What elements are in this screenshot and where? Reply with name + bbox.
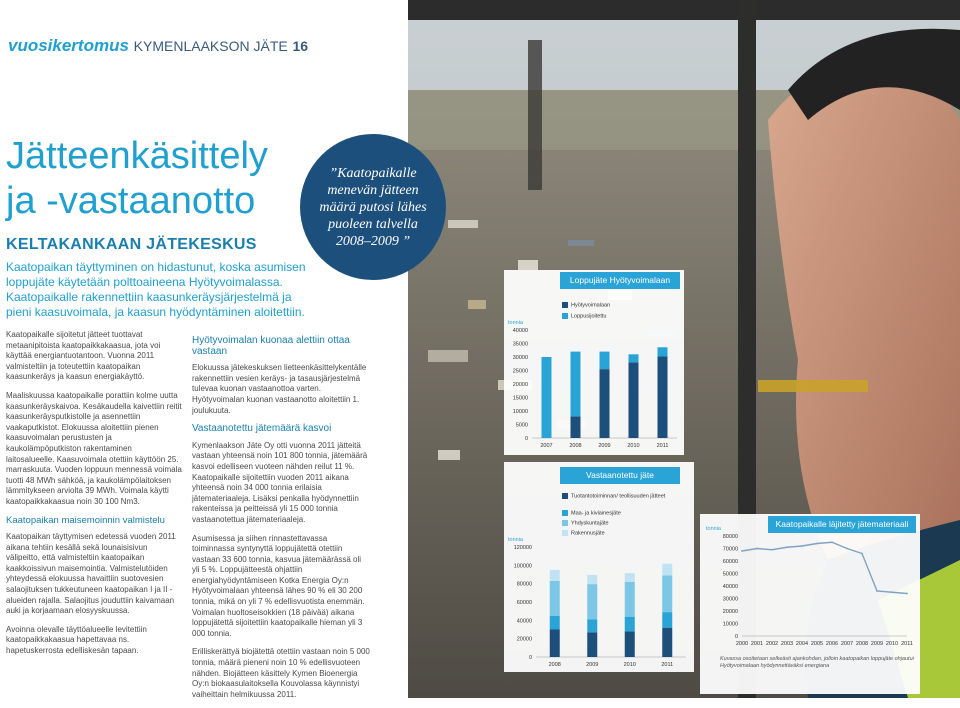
- y-axis-unit: tonnia: [508, 320, 523, 326]
- x-tick-label: 2011: [661, 662, 674, 668]
- bar-segment: [571, 352, 581, 417]
- y-tick-label: 100000: [513, 563, 532, 570]
- bar-segment: [587, 619, 597, 632]
- bar-segment: [662, 612, 672, 628]
- y-tick-label: 20000: [516, 636, 532, 643]
- data-point: [846, 548, 848, 550]
- bar-segment: [587, 575, 597, 584]
- x-tick-label: 2011: [901, 641, 913, 647]
- title-line-1: Jätteenkäsittely: [6, 135, 268, 177]
- paragraph: Avoinna olevalle täyttöalueelle levitettiin kaatopaikkakaasua hapettavaa ns. hapetuskerrosta edelliskesän tapaan.: [6, 624, 147, 656]
- x-tick-label: 2008: [569, 443, 582, 449]
- y-tick-label: 10000: [512, 409, 528, 415]
- pull-quote: ”Kaatopaikalle menevän jätteen määrä putosi lähes puoleen talvella 2008–2009 ”: [300, 134, 446, 280]
- y-tick-label: 35000: [512, 341, 528, 348]
- bar-segment: [550, 570, 560, 581]
- paragraph: Kaatopaikalle sijoitetut jätteet tuottavat metaanipitoista kaatopaikkakaasua, jota voi käyttää energiantuotantoon. Vuonna 2011 valmisteltiin ja toteutettiin kaatopaikan kaasunkeräys ja kaasun energiakäyttö.: [6, 330, 161, 382]
- x-tick-label: 2006: [825, 641, 839, 647]
- series-line: [742, 542, 907, 593]
- data-point: [786, 546, 788, 548]
- data-point: [801, 545, 803, 547]
- x-tick-label: 2002: [765, 641, 779, 647]
- y-tick-label: 60000: [516, 600, 532, 606]
- x-tick-label: 2011: [656, 443, 669, 449]
- data-point: [816, 543, 818, 545]
- data-point: [756, 548, 758, 550]
- bar-segment: [662, 575, 672, 612]
- x-tick-label: 2001: [750, 641, 764, 647]
- y-tick-label: 0: [734, 634, 738, 640]
- text-column-2: [192, 330, 370, 708]
- legend-item: [562, 520, 609, 526]
- company-name: KYMENLAAKSON JÄTE: [133, 38, 288, 54]
- bar-segment: [629, 354, 639, 362]
- chart-3-title: Kaatopaikalle läjitetty jätemateriaali: [768, 516, 916, 533]
- x-tick-label: 2008: [855, 641, 869, 647]
- y-tick-label: 50000: [722, 571, 738, 578]
- section-heading: Hyötyvoimalan kuonaa alettiin ottaa vastaan: [192, 335, 350, 357]
- y-tick-label: 25000: [512, 368, 528, 375]
- y-tick-label: 20000: [512, 382, 528, 388]
- y-tick-label: 0: [524, 436, 528, 442]
- data-point: [861, 553, 863, 555]
- y-tick-label: 80000: [722, 534, 738, 540]
- data-point: [741, 550, 743, 552]
- x-tick-label: 2009: [870, 641, 884, 647]
- bar-segment: [662, 628, 672, 657]
- data-point: [771, 549, 773, 551]
- bar-segment: [600, 369, 610, 438]
- paragraph: Elokuussa jätekeskuksen lietteenkäsittelykentälle rakennettiin vesien keräys- ja tasausjärjestelmä tulevaa kuonan vastaanottoa varten. Hyötyvoimalan kuonan vastaanotto aloitettiin 1. joulukuuta.: [192, 363, 367, 415]
- legend-item: [562, 302, 610, 308]
- bar-segment: [587, 632, 597, 657]
- y-tick-label: 15000: [512, 395, 528, 402]
- title-line-2: ja -vastaanotto: [6, 180, 256, 222]
- y-axis-unit: tonnia: [706, 526, 721, 532]
- data-point: [831, 541, 833, 543]
- x-tick-label: 2010: [627, 443, 640, 449]
- bar-segment: [629, 362, 639, 438]
- bar-segment: [600, 352, 610, 370]
- text-column-1: [6, 330, 182, 665]
- page-number: 16: [292, 38, 309, 54]
- chart-caption: Kuvassa osoitetaan selkeästi ajankohdan, jolloin kaatopaikan loppujäte ohjautui Hyötyvoimalaan hyödynnettäväksi energiana: [720, 656, 914, 669]
- lead-paragraph: Kaatopaikan täyttyminen on hidastunut, koska asumisen loppujäte käytetään polttoaineena Hyötyvoimalassa. Kaatopaikalle rakennettiin kaasunkeräysjärjestelmä ja pieni kaasuvoimala, ja kaasun hyödyntäminen aloitettiin.: [6, 260, 306, 319]
- x-tick-label: 2010: [623, 662, 636, 668]
- y-tick-label: 80000: [516, 581, 532, 588]
- legend-label: Yhdyskuntajäte: [571, 520, 609, 527]
- y-tick-label: 30000: [512, 355, 528, 361]
- bar-segment: [625, 631, 635, 657]
- chart-1-title: Loppujäte Hyötyvoimalaan: [560, 272, 680, 289]
- x-tick-label: 2003: [780, 641, 794, 647]
- data-point: [891, 591, 893, 593]
- publication-name: vuosikertomus: [8, 36, 129, 55]
- bar-segment: [587, 584, 597, 619]
- paragraph: Kymenlaakson Jäte Oy otti vuonna 2011 jätteitä vastaan yhteensä noin 101 800 tonnia, jätemäärä kasvoi edelliseen vuoteen nähden reilut 11 %. Kaatopaikalle sijoitettiin vuoden 2011 aikana yhteensä noin 34 000 tonnia erilaisia jätemateriaaleja. Lisäksi penkalla hyödynnettiin rakenteissa ja peitteissä yli 15 000 tonnia vastaanotettua jätemateriaaleja.: [192, 440, 368, 524]
- legend-swatch: [562, 520, 568, 526]
- x-tick-label: 2007: [540, 443, 553, 449]
- bar-segment: [550, 581, 560, 616]
- y-tick-label: 70000: [722, 546, 738, 553]
- y-axis-unit: tonnia: [508, 537, 523, 543]
- x-tick-label: 2007: [840, 641, 854, 647]
- bar-segment: [625, 573, 635, 582]
- legend-label: Maa- ja kiviainesjäte: [571, 510, 621, 517]
- x-tick-label: 2004: [795, 641, 809, 647]
- section-heading: Kaatopaikan maisemoinnin valmistelu: [6, 514, 165, 526]
- legend-label: Rakennusjäte: [571, 530, 605, 537]
- x-tick-label: 2009: [586, 662, 599, 668]
- legend-label: Loppusijoitettu: [571, 313, 607, 320]
- legend-swatch: [562, 493, 568, 499]
- legend-label: Tuotantotoiminnan/ teollisuuden jätteet: [571, 493, 666, 500]
- y-tick-label: 30000: [722, 596, 738, 603]
- chart-3-svg: [702, 524, 918, 652]
- y-tick-label: 40000: [516, 618, 532, 625]
- y-tick-label: 5000: [515, 422, 528, 429]
- legend-item: [562, 493, 665, 499]
- data-point: [876, 590, 878, 592]
- section-subtitle: KELTAKANKAAN JÄTEKESKUS: [6, 236, 257, 253]
- x-tick-label: 2008: [548, 662, 561, 668]
- paragraph: Erilliskerättyä biojätettä otettiin vastaan noin 5 000 tonnia, määrä pieneni noin 10 % edellisvuoteen nähden. Biojätteen käsittely Kymen Bioenergia Oy:n biokaasulaitoksella Kouvolassa käynnistyi vaiheittain helmikuussa 2011.: [192, 647, 370, 699]
- data-point: [906, 593, 908, 595]
- x-tick-label: 2010: [885, 641, 899, 647]
- section-heading: Vastaanotettu jätemäärä kasvoi: [192, 423, 332, 435]
- legend-label: Hyötyvoimalaan: [571, 302, 611, 309]
- chart-2-title: Vastaanotettu jäte: [560, 467, 680, 484]
- legend-item: [562, 510, 621, 516]
- paragraph: Kaatopaikan täyttymisen edetessä vuoden 2011 aikana tehtiin kesällä sekä lounaisisivun välipeitto, että valmisteltiin kaatopaikan kaakkoissivun maisemointia. Valmistelutöiden yhteydessä elokuussa havaittiin suotovesien salaojituksen tukkeutuneen kaatopaikan I ja II -alueiden rajalla. Salaojitus jouduttiin kaivamaan auki ja korjaamaan elosyyskuussa.: [6, 532, 176, 616]
- bar-segment: [658, 347, 668, 356]
- y-tick-label: 10000: [722, 621, 738, 628]
- running-header: [8, 36, 308, 56]
- bar-segment: [658, 356, 668, 438]
- bar-segment: [625, 582, 635, 617]
- legend-swatch: [562, 510, 568, 516]
- y-tick-label: 60000: [722, 559, 738, 565]
- y-tick-label: 0: [528, 655, 532, 661]
- bar-segment: [662, 564, 672, 576]
- x-tick-label: 2009: [598, 443, 611, 449]
- paragraph: Asumisessa ja siihen rinnastettavassa toiminnassa syntynyttä loppujätettä otettiin vastaan 33 600 tonnia, kasvua jätemäärässä oli yli 5 %. Loppujätteestä ohjattiin energiahyödyntämiseen Kotka Energia Oy:n Hyötyvoimalaan yhteensä lähes 90 % eli 30 200 tonnia, mikä on yli 7 % edellisvuotista enemmän. Voimalan huoltoseisokkien (18 päivää) aikana loppujätettä sijoitettiin kaatopaikalle hieman yli 3 000 tonnia.: [192, 533, 365, 638]
- x-tick-label: 2000: [735, 641, 749, 647]
- chart-2-svg: [506, 535, 692, 671]
- page-title: [6, 134, 306, 224]
- y-tick-label: 40000: [512, 328, 528, 334]
- bar-segment: [625, 617, 635, 632]
- y-tick-label: 40000: [722, 584, 738, 590]
- bar-segment: [542, 357, 552, 438]
- bar-segment: [571, 416, 581, 438]
- y-tick-label: 20000: [722, 609, 738, 615]
- y-tick-label: 120000: [513, 545, 532, 551]
- legend-swatch: [562, 302, 568, 308]
- paragraph: Maaliskuussa kaatopaikalle porattiin kolme uutta kaasunkeräyskaivoa. Kesäkaudella kaivettiin reitit kaasunkeräysputkistolle ja asennettiin vaakaputkistot. Elokuussa aloitettiin pienen kaasuvoimalan perustusten ja kaukolämpöputkiston rakentaminen laitosalueelle. Kaasuvoimala otettiin käyttöön 25. marraskuuta. Vuoden loppuun mennessä voimala tuotti 48 MWh sähköä, ja kaukolämpölaitoksen lämmitykseen arviolta 39 MWh. Voimala käytti kaatopaikkakaasua noin 30 100 Nm3.: [6, 390, 182, 506]
- bar-segment: [550, 630, 560, 658]
- x-tick-label: 2005: [810, 641, 824, 647]
- bar-segment: [550, 616, 560, 630]
- chart-1-svg: [506, 318, 682, 454]
